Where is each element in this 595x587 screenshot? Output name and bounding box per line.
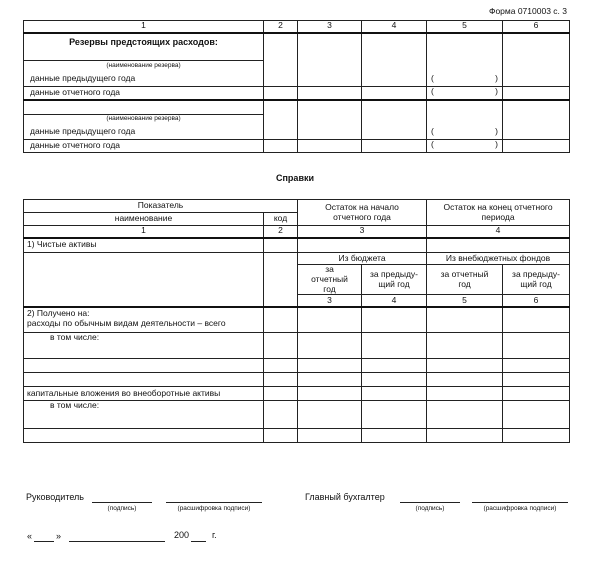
reserve-name-hint: (наименование резерва) bbox=[106, 61, 181, 69]
year-suffix: г. bbox=[212, 530, 217, 540]
cell[interactable] bbox=[362, 333, 427, 359]
paren-open: ( bbox=[431, 86, 434, 96]
cell[interactable] bbox=[362, 401, 427, 429]
num-1: 1 bbox=[24, 226, 264, 238]
cell[interactable] bbox=[362, 307, 427, 333]
cell[interactable] bbox=[264, 100, 298, 140]
cell[interactable] bbox=[427, 401, 503, 429]
capital-investments-label: капитальные вложения во внеоборотные активы bbox=[24, 387, 264, 401]
report-year-budget: за отчетный год bbox=[298, 265, 362, 295]
cell[interactable] bbox=[264, 401, 298, 429]
cell[interactable] bbox=[264, 140, 298, 153]
paren-close: ) bbox=[495, 86, 498, 96]
paren-close: ) bbox=[495, 73, 498, 84]
sub-num-6: 6 bbox=[503, 295, 570, 307]
including-label: в том числе: bbox=[24, 333, 264, 359]
sub-num-5: 5 bbox=[427, 295, 503, 307]
cell[interactable] bbox=[503, 333, 570, 359]
head-label: Руководитель bbox=[26, 492, 84, 502]
cell[interactable] bbox=[503, 359, 570, 373]
head-decoding-hint: (расшифровка подписи) bbox=[177, 505, 251, 512]
cell[interactable] bbox=[298, 387, 362, 401]
num-3: 3 bbox=[298, 226, 427, 238]
cell[interactable] bbox=[264, 429, 298, 443]
cell[interactable] bbox=[298, 333, 362, 359]
cell[interactable] bbox=[298, 307, 362, 333]
num-4: 4 bbox=[427, 226, 570, 238]
chief-signature-line[interactable] bbox=[400, 502, 460, 503]
col-header-5: 5 bbox=[427, 21, 503, 33]
cell[interactable] bbox=[503, 33, 570, 87]
paren-open: ( bbox=[431, 139, 434, 149]
cell[interactable] bbox=[427, 333, 503, 359]
col-header-6: 6 bbox=[503, 21, 570, 33]
prev-year-offbudget: за предыду-щий год bbox=[503, 265, 570, 295]
cell[interactable] bbox=[427, 359, 503, 373]
blank-cell bbox=[264, 253, 298, 307]
col-header-3: 3 bbox=[298, 21, 362, 33]
cell[interactable] bbox=[427, 238, 570, 253]
day-line[interactable] bbox=[34, 541, 54, 542]
sub-num-4: 4 bbox=[362, 295, 427, 307]
section-title: Справки bbox=[276, 173, 315, 183]
prev-year-budget: за предыду-щий год bbox=[362, 265, 427, 295]
row-curr-year: данные отчетного года bbox=[24, 140, 264, 153]
cell[interactable] bbox=[362, 140, 427, 153]
form-label: Форма 0710003 с. 3 bbox=[488, 6, 567, 16]
num-2: 2 bbox=[264, 226, 298, 238]
cell[interactable] bbox=[503, 100, 570, 140]
paren-close: ) bbox=[495, 126, 498, 137]
cell[interactable] bbox=[427, 373, 503, 387]
cell[interactable] bbox=[362, 387, 427, 401]
reserve-block-1 bbox=[24, 33, 264, 87]
cell[interactable] bbox=[298, 33, 362, 87]
cell[interactable] bbox=[264, 307, 298, 333]
from-budget: Из бюджета bbox=[298, 253, 427, 265]
cell[interactable] bbox=[503, 387, 570, 401]
from-offbudget: Из внебюджетных фондов bbox=[427, 253, 570, 265]
head-decoding-line[interactable] bbox=[166, 502, 262, 503]
cell[interactable] bbox=[362, 373, 427, 387]
cell[interactable] bbox=[264, 387, 298, 401]
row-net-assets: 1) Чистые активы bbox=[24, 238, 264, 253]
col-header-4: 4 bbox=[362, 21, 427, 33]
cell[interactable] bbox=[264, 359, 298, 373]
month-line[interactable] bbox=[69, 541, 165, 542]
cell[interactable] bbox=[264, 373, 298, 387]
year-prefix: 200 bbox=[174, 530, 190, 540]
chief-decoding-line[interactable] bbox=[472, 502, 568, 503]
header-code: код bbox=[264, 213, 298, 226]
cell[interactable] bbox=[427, 100, 503, 140]
cell[interactable] bbox=[427, 140, 503, 153]
row-curr-year: данные отчетного года bbox=[24, 87, 264, 100]
header-indicator: Показатель bbox=[24, 200, 298, 213]
received-cell bbox=[24, 307, 264, 333]
cell[interactable] bbox=[264, 87, 298, 100]
chief-accountant-label: Главный бухгалтер bbox=[305, 492, 385, 502]
paren-open: ( bbox=[431, 126, 434, 137]
cell[interactable] bbox=[427, 387, 503, 401]
paren-open: ( bbox=[431, 73, 434, 84]
col-header-1: 1 bbox=[24, 21, 264, 33]
chief-signature-hint: (подпись) bbox=[415, 505, 445, 512]
cell[interactable] bbox=[503, 140, 570, 153]
cell[interactable] bbox=[298, 373, 362, 387]
cell[interactable] bbox=[298, 87, 362, 100]
received-label: 2) Получено на: bbox=[27, 307, 90, 318]
row-prev-year: данные предыдущего года bbox=[30, 126, 136, 137]
blank-cell bbox=[24, 253, 264, 307]
cell[interactable] bbox=[264, 333, 298, 359]
blank-cell bbox=[24, 429, 264, 443]
chief-decoding-hint: (расшифровка подписи) bbox=[483, 505, 557, 512]
col-header-2: 2 bbox=[264, 21, 298, 33]
cell[interactable] bbox=[298, 238, 427, 253]
sub-num-3: 3 bbox=[298, 295, 362, 307]
cell[interactable] bbox=[427, 33, 503, 87]
cell[interactable] bbox=[503, 429, 570, 443]
cell[interactable] bbox=[298, 401, 362, 429]
cell[interactable] bbox=[427, 429, 503, 443]
paren-close: ) bbox=[495, 139, 498, 149]
cell[interactable] bbox=[298, 359, 362, 373]
cell[interactable] bbox=[503, 373, 570, 387]
cell[interactable] bbox=[264, 238, 298, 253]
report-year-offbudget: за отчетный год bbox=[427, 265, 503, 295]
quote-open: « bbox=[27, 531, 33, 541]
head-signature-hint: (подпись) bbox=[107, 505, 137, 512]
cell[interactable] bbox=[298, 429, 362, 443]
cell[interactable] bbox=[362, 359, 427, 373]
blank-cell bbox=[24, 373, 264, 387]
reserves-title: Резервы предстоящих расходов: bbox=[69, 36, 218, 47]
cell[interactable] bbox=[503, 401, 570, 429]
cell[interactable] bbox=[362, 87, 427, 100]
header-start: Остаток на начало отчетного года bbox=[298, 200, 427, 226]
cell[interactable] bbox=[427, 87, 503, 100]
cell[interactable] bbox=[264, 33, 298, 87]
references-table bbox=[23, 199, 570, 443]
reserve-block-2 bbox=[24, 100, 264, 140]
head-signature-line[interactable] bbox=[92, 502, 152, 503]
quote-close: » bbox=[56, 531, 62, 541]
cell[interactable] bbox=[298, 140, 362, 153]
blank-cell bbox=[24, 359, 264, 373]
cell[interactable] bbox=[298, 100, 362, 140]
header-name: наименование bbox=[24, 213, 264, 226]
cell[interactable] bbox=[362, 33, 427, 87]
cell[interactable] bbox=[362, 429, 427, 443]
cell[interactable] bbox=[503, 87, 570, 100]
cell[interactable] bbox=[362, 100, 427, 140]
cell[interactable] bbox=[503, 307, 570, 333]
reserve-name-hint: (наименование резерва) bbox=[106, 114, 181, 122]
year-line[interactable] bbox=[191, 541, 206, 542]
including-label-2: в том числе: bbox=[24, 401, 264, 429]
ordinary-expenses-label: расходы по обычным видам деятельности – всего bbox=[27, 317, 226, 328]
header-end: Остаток на конец отчетного периода bbox=[427, 200, 570, 226]
reserves-table bbox=[23, 20, 570, 153]
row-prev-year: данные предыдущего года bbox=[30, 73, 136, 84]
cell[interactable] bbox=[427, 307, 503, 333]
